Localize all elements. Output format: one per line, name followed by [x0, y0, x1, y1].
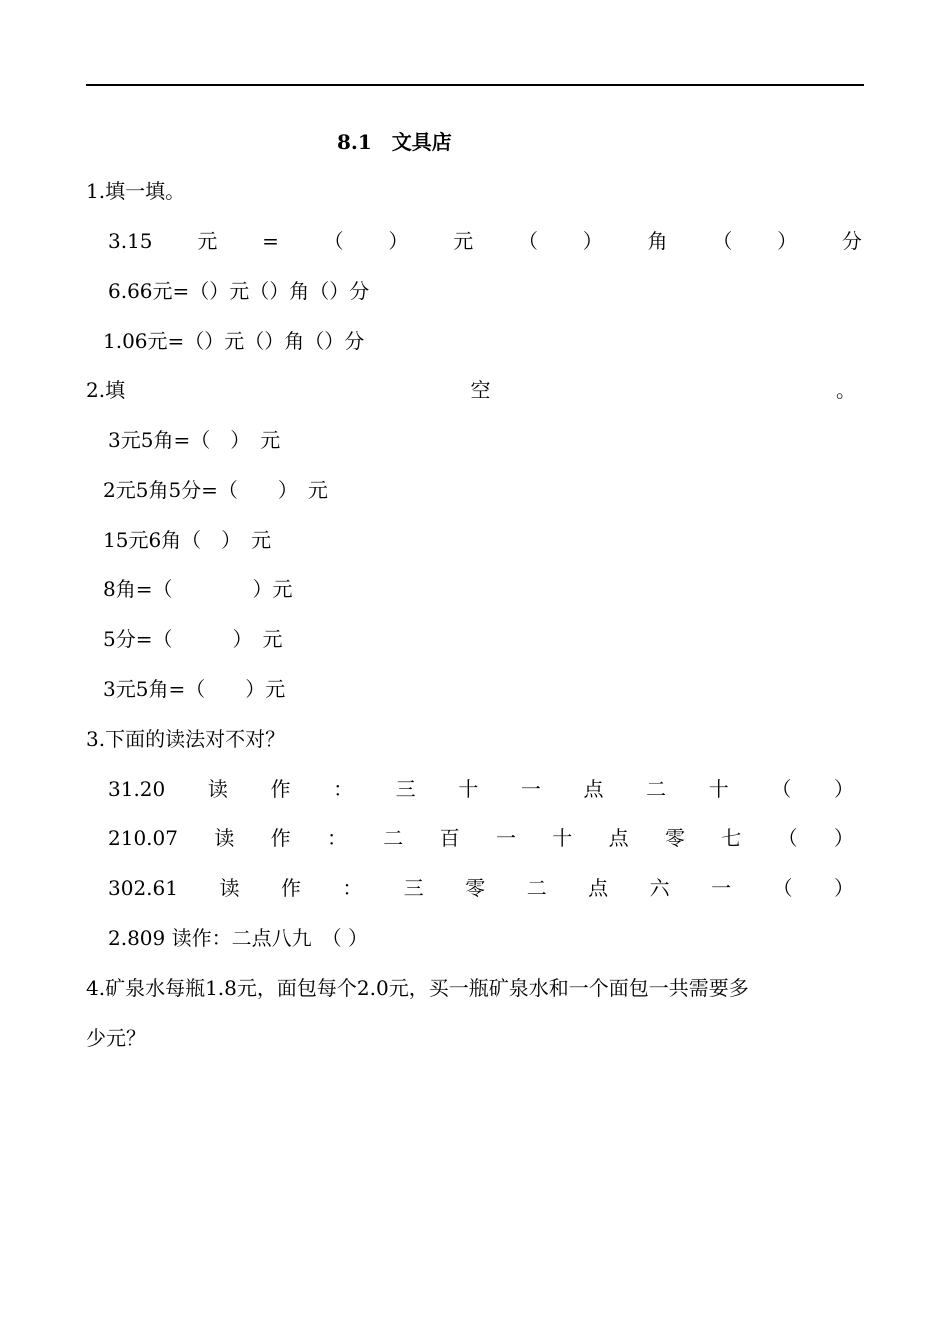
- q3-heading: 3.下面的读法对不对？: [86, 727, 286, 751]
- q1-row1-token: （: [712, 229, 733, 253]
- q1-row1-token: ）: [582, 229, 603, 253]
- q1-row1-token: =: [262, 229, 279, 253]
- q2-item: 3元5角=（ ） 元: [108, 428, 281, 452]
- q3-row2-token: 点: [608, 826, 629, 850]
- q1-row1-token: （: [517, 229, 538, 253]
- q2-heading-part: 空: [470, 378, 491, 402]
- q1-row1-token: 3.15: [108, 229, 153, 253]
- q3-row1-token: 一: [520, 777, 541, 801]
- q3-row3-token: ）: [833, 876, 854, 900]
- q3-row1-token: 作: [270, 777, 291, 801]
- q3-row1-token: 十: [458, 777, 479, 801]
- q1-row1-token: 元: [453, 229, 474, 253]
- q1-row2: 6.66元=（）元（）角（）分: [108, 279, 370, 303]
- q3-row2-token: 二: [383, 826, 404, 850]
- q3-row2-token: 210.07: [108, 826, 178, 850]
- q1-row1-token: （: [323, 229, 344, 253]
- q1-row1-token: 分: [841, 229, 862, 253]
- q3-row2-token: 读: [214, 826, 235, 850]
- page-title: 8.1 文具店: [337, 130, 452, 154]
- q3-row2-token: 作: [270, 826, 291, 850]
- q3-row1: [108, 777, 854, 801]
- q3-row2-token: （: [777, 826, 798, 850]
- q3-row1-token: 读: [207, 777, 228, 801]
- q3-row3-token: 六: [649, 876, 670, 900]
- q1-row3: 1.06元=（）元（）角（）分: [103, 329, 365, 353]
- q3-row3: [108, 876, 854, 900]
- q3-row1-token: 31.20: [108, 777, 166, 801]
- q1-row1: [108, 229, 862, 253]
- q1-row1-token: 角: [647, 229, 668, 253]
- q4-line2: 少元？: [86, 1026, 146, 1050]
- q3-row2-token: ）: [833, 826, 854, 850]
- q3-row3-token: ：: [342, 876, 363, 900]
- q2-heading-part: 。: [836, 378, 856, 402]
- q2-item: 5分=（ ） 元: [103, 627, 283, 651]
- q3-row1-token: 十: [708, 777, 729, 801]
- q1-row1-token: ）: [777, 229, 798, 253]
- q4-line1: 4.矿泉水每瓶1.8元，面包每个2.0元，买一瓶矿泉水和一个面包一共需要多: [86, 976, 749, 1000]
- q2-heading-part: 2.填: [86, 378, 126, 402]
- q3-row3-token: 一: [711, 876, 732, 900]
- q1-heading: 1.填一填。: [86, 179, 186, 203]
- q3-row2-token: 七: [721, 826, 742, 850]
- q3-row3-token: 302.61: [108, 876, 178, 900]
- q2-item: 8角=（ ）元: [103, 577, 293, 601]
- q1-row1-token: 元: [197, 229, 218, 253]
- q3-row3-token: 三: [403, 876, 424, 900]
- q2-item: 2元5角5分=（ ） 元: [103, 478, 328, 502]
- q3-row2-token: 一: [495, 826, 516, 850]
- header-rule: [86, 84, 864, 86]
- q3-row3-token: （: [772, 876, 793, 900]
- q1-row1-token: ）: [388, 229, 409, 253]
- q3-row1-token: 二: [646, 777, 667, 801]
- q3-row2-token: 百: [439, 826, 460, 850]
- q3-row3-token: 二: [526, 876, 547, 900]
- q3-row1-token: （: [771, 777, 792, 801]
- q2-item: 15元6角（ ） 元: [103, 528, 272, 552]
- q3-row1-token: ）: [833, 777, 854, 801]
- q3-row2-token: 零: [664, 826, 685, 850]
- q2-item: 3元5角=（ ）元: [103, 677, 286, 701]
- q3-row3-token: 点: [588, 876, 609, 900]
- q3-row4: 2.809 读作：二点八九 （ ）: [108, 926, 368, 950]
- q3-row1-token: ：: [333, 777, 354, 801]
- q3-row1-token: 点: [583, 777, 604, 801]
- q3-row3-token: 作: [280, 876, 301, 900]
- q3-row2-token: 十: [552, 826, 573, 850]
- q2-heading: [86, 378, 856, 402]
- q3-row3-token: 读: [219, 876, 240, 900]
- q3-row2-token: ：: [326, 826, 347, 850]
- q3-row3-token: 零: [465, 876, 486, 900]
- q3-row1-token: 三: [395, 777, 416, 801]
- q3-row2: [108, 826, 854, 850]
